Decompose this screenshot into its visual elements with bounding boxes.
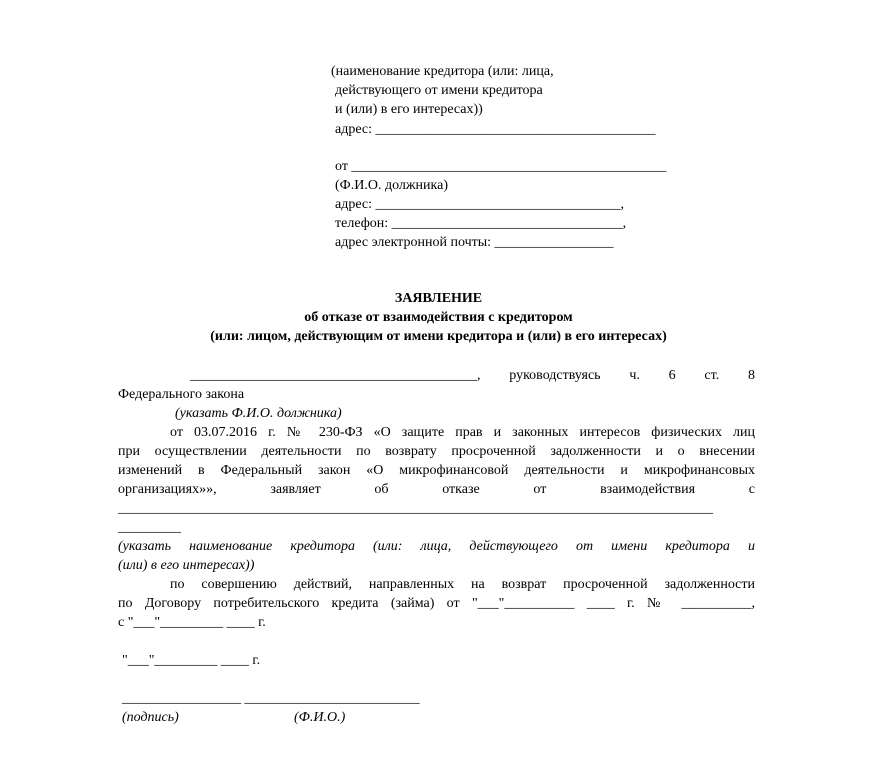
body-p1-line2: Федерального закона — [118, 387, 245, 402]
creditor-address: адрес: ________________________________________ — [335, 122, 656, 137]
body-p3-line1: по совершению действий, направленных на возврат просроченной задолженности — [170, 577, 755, 592]
body-p1-line1: _________________________________________, руководствуясь ч. 6 ст. 8 — [190, 368, 755, 383]
from-line: от _____________________________________________ — [335, 159, 667, 174]
signature-lines: _________________ _________________________ — [122, 691, 420, 706]
body-p3-line2: по Договору потребительского кредита (займа) от "___"__________ ____ г. № __________, — [118, 596, 755, 611]
debtor-name-hint: (Ф.И.О. должника) — [335, 178, 448, 193]
body-p2-line2: при осуществлении деятельности по возврату просроченной задолженности и о внесении — [118, 444, 755, 459]
body-p2-line3: изменений в Федеральный закон «О микрофинансовой деятельности и микрофинансовых — [118, 463, 755, 478]
body-p2-line4: организациях»», заявляет об отказе от взаимодействия с — [118, 482, 755, 497]
creditor-name-line2: действующего от имени кредитора — [335, 83, 543, 98]
title-line3: (или: лицом, действующим от имени кредитора и (или) в его интересах) — [210, 329, 667, 344]
creditor-name-line1: (наименование кредитора (или: лица, — [331, 64, 554, 79]
signature-label: (подпись) — [122, 710, 179, 725]
fio-label: (Ф.И.О.) — [294, 710, 346, 725]
body-p2-line1: от 03.07.2016 г. № 230-ФЗ «О защите прав и законных интересов физических лиц — [170, 425, 755, 440]
debtor-fio-hint: (указать Ф.И.О. должника) — [175, 406, 342, 421]
creditor-hint-line1: (указать наименование кредитора (или: лица, действующего от имени кредитора и — [118, 539, 755, 554]
debtor-address: адрес: ___________________________________, — [335, 197, 625, 212]
title-line1: ЗАЯВЛЕНИЕ — [394, 291, 483, 306]
debtor-phone: телефон: _________________________________, — [335, 216, 627, 231]
title-line2: об отказе от взаимодействия с кредитором — [304, 310, 573, 325]
creditor-blank-line: _____________________________________________________________________________________ — [118, 501, 713, 516]
creditor-blank-short: _________ — [118, 520, 181, 535]
creditor-hint-line2: (или) в его интересах)) — [118, 558, 255, 573]
debtor-email: адрес электронной почты: _________________ — [335, 235, 614, 250]
footer-date: "___"_________ ____ г. — [122, 653, 261, 668]
body-p3-line3: с "___"_________ ____ г. — [118, 615, 266, 630]
creditor-name-line3: и (или) в его интересах)) — [335, 102, 483, 117]
